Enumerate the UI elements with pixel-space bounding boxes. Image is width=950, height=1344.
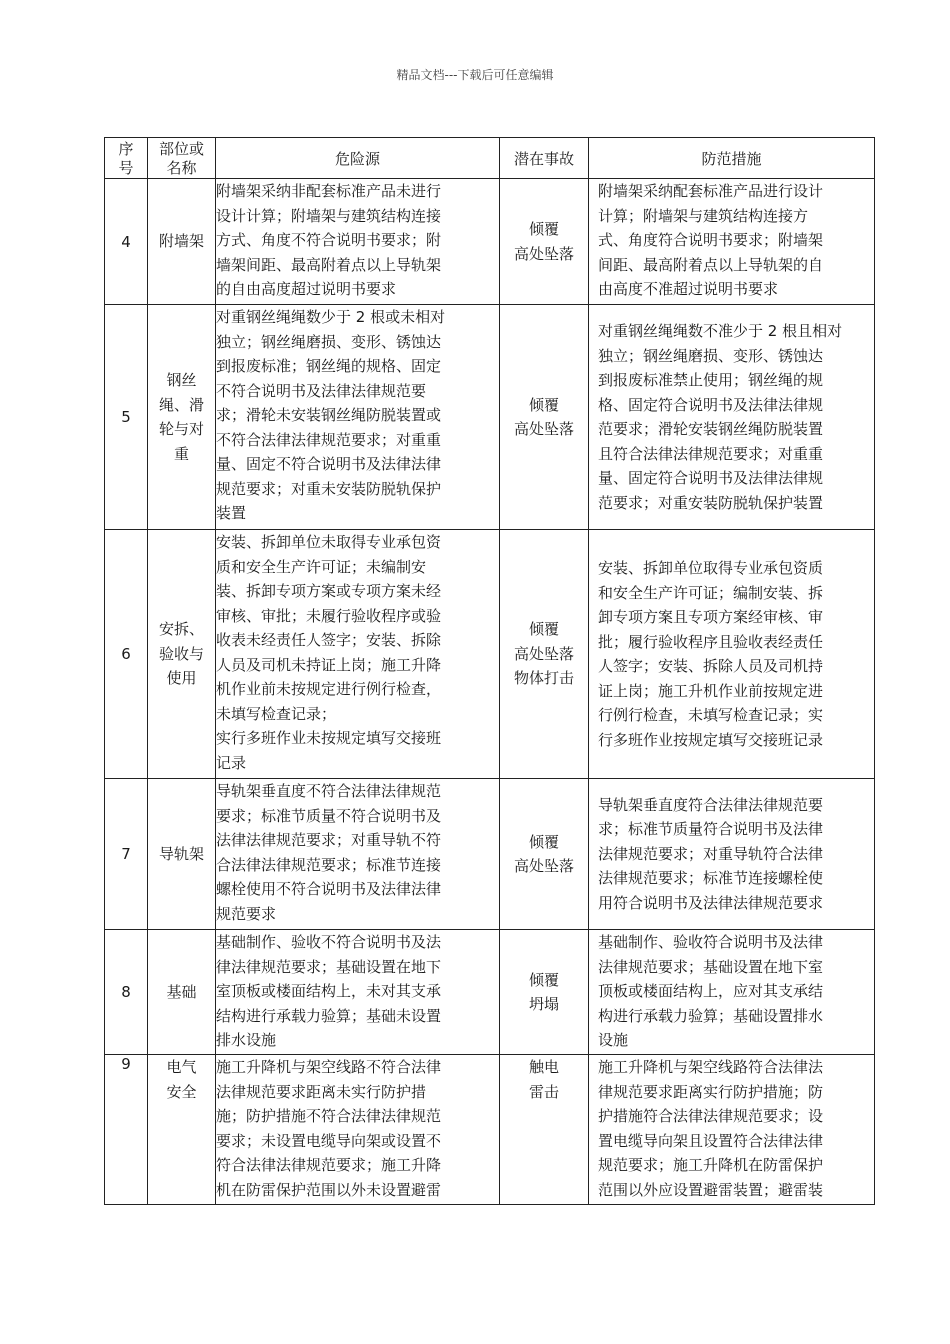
measures-text-line: 置电缆导向架且设置符合法律法律 xyxy=(598,1131,824,1150)
header-no: 序号 xyxy=(105,138,148,179)
hazard-text-line: 装置 xyxy=(216,504,247,522)
table-row xyxy=(105,779,875,930)
accident-type-line: 倾覆 xyxy=(528,395,559,414)
measures-text-line: 行多班作业按规定填写交接班记录 xyxy=(598,730,824,749)
hazard-text-line: 施工升降机与架空线路不符合法律 xyxy=(216,1058,442,1076)
hazard-text-line: 不符合法律法律规范要求；对重重 xyxy=(216,430,442,449)
measures-text-line: 顶板或楼面结构上，应对其支承结 xyxy=(598,982,824,1000)
hazard-text-line: 独立；钢丝绳磨损、变形、锈蚀达 xyxy=(216,332,442,351)
measures-text-line: 构进行承载力验算；基础设置排水 xyxy=(598,1006,824,1025)
hazard-text-line: 符合法律法律规范要求；施工升降 xyxy=(216,1156,442,1174)
measures-text-line: 用符合说明书及法律法律规范要求 xyxy=(598,893,824,912)
hazard-text xyxy=(216,930,500,1055)
part-name xyxy=(148,179,216,305)
header-measures: 防范措施 xyxy=(589,138,875,179)
part-name-line: 轮与对 xyxy=(158,420,204,438)
hazard-text-line: 求；滑轮未安装钢丝绳防脱装置或 xyxy=(216,406,442,424)
accident-type xyxy=(500,179,589,305)
hazard-text-line: 对重钢丝绳绳数少于 2 根或未相对 xyxy=(216,308,446,326)
measures-text-line: 由高度不准超过说明书要求 xyxy=(598,280,779,298)
hazard-text xyxy=(216,179,500,305)
hazard-text-line: 质和安全生产许可证；未编制安 xyxy=(216,557,427,576)
part-name xyxy=(148,779,216,930)
measures-text-line: 行例行检查，未填写检查记录；实 xyxy=(598,706,824,724)
hazard-text xyxy=(216,779,500,930)
header-hazard: 危险源 xyxy=(216,138,500,179)
hazard-text-line: 机作业前未按规定进行例行检查， xyxy=(216,680,442,698)
hazard-text-line: 要求；未设置电缆导向架或设置不 xyxy=(216,1131,442,1150)
measures-text-line: 卸专项方案且专项方案经审核、审 xyxy=(598,608,824,626)
measures-text-line: 独立；钢丝绳磨损、变形、锈蚀达 xyxy=(598,346,824,365)
part-name-line: 安全 xyxy=(166,1082,197,1101)
header-accident: 潜在事故 xyxy=(500,138,589,179)
measures-text xyxy=(589,1055,875,1205)
measures-text-line: 规范要求；施工升降机在防雷保护 xyxy=(598,1156,824,1174)
hazard-text-line: 的自由高度超过说明书要求 xyxy=(216,280,397,298)
table-row xyxy=(105,530,875,779)
measures-text-line: 人签字；安装、拆除人员及司机持 xyxy=(598,657,824,675)
measures-text-line: 和安全生产许可证；编制安装、拆 xyxy=(598,583,824,602)
measures-text-line: 且符合法律法律规范要求；对重重 xyxy=(598,444,824,463)
accident-type xyxy=(500,779,589,930)
header-part: 部位或名称 xyxy=(148,138,216,179)
measures-text-line: 设施 xyxy=(598,1031,629,1049)
accident-type-line: 高处坠落 xyxy=(513,644,574,663)
part-name-line: 电气 xyxy=(166,1058,197,1076)
hazard-text-line: 记录 xyxy=(216,753,247,772)
accident-type xyxy=(500,305,589,530)
row-number: 9 xyxy=(105,1055,148,1205)
hazard-text-line: 律法律规范要求；基础设置在地下 xyxy=(216,957,442,976)
hazard-text-line: 人员及司机未持证上岗；施工升降 xyxy=(216,655,442,674)
hazard-text-line: 规范要求；对重未安装防脱轨保护 xyxy=(216,479,442,498)
part-name-line: 导轨架 xyxy=(158,844,204,863)
table-row xyxy=(105,1055,875,1205)
measures-text-line: 法律规范要求；对重导轨符合法律 xyxy=(598,844,824,863)
measures-text-line: 计算；附墙架与建筑结构连接方 xyxy=(598,206,809,225)
hazard-text-line: 实行多班作业未按规定填写交接班 xyxy=(216,729,442,747)
accident-type-line: 高处坠落 xyxy=(513,857,574,875)
row-number: 5 xyxy=(105,305,148,530)
measures-text-line: 范要求；对重安装防脱轨保护装置 xyxy=(598,493,824,512)
measures-text xyxy=(589,179,875,305)
row-number: 4 xyxy=(105,179,148,305)
hazard-text-line: 量、固定不符合说明书及法律法律 xyxy=(216,455,442,473)
hazard-text-line: 到报废标准；钢丝绳的规格、固定 xyxy=(216,357,442,375)
part-name xyxy=(148,305,216,530)
accident-type xyxy=(500,1055,589,1205)
measures-text-line: 到报废标准禁止使用；钢丝绳的规 xyxy=(598,371,824,389)
part-name xyxy=(148,530,216,779)
accident-type-line: 倾覆 xyxy=(528,620,559,639)
hazard-text-line: 未填写检查记录； xyxy=(216,704,337,723)
measures-text-line: 范要求；滑轮安装钢丝绳防脱装置 xyxy=(598,420,824,438)
measures-text-line: 格、固定符合说明书及法律法律规 xyxy=(598,395,824,414)
hazard-text-line: 排水设施 xyxy=(216,1031,277,1049)
hazard-text-line: 规范要求 xyxy=(216,904,277,923)
row-number: 8 xyxy=(105,930,148,1055)
accident-type xyxy=(500,530,589,779)
part-name-line: 钢丝 xyxy=(166,371,197,389)
row-number: 6 xyxy=(105,530,148,779)
table-row xyxy=(105,305,875,530)
part-name xyxy=(148,1055,216,1205)
hazard-text-line: 螺栓使用不符合说明书及法律法律 xyxy=(216,880,442,898)
measures-text-line: 基础制作、验收符合说明书及法律 xyxy=(598,933,824,951)
hazard-text-line: 收表未经责任人签字；安装、拆除 xyxy=(216,631,442,649)
hazard-table xyxy=(104,137,875,1205)
hazard-text xyxy=(216,1055,500,1205)
table-row xyxy=(105,179,875,305)
table-row xyxy=(105,930,875,1055)
accident-type-line: 倾覆 xyxy=(528,970,559,989)
part-name xyxy=(148,930,216,1055)
accident-type-line: 雷击 xyxy=(528,1082,559,1101)
hazard-text-line: 法律法律规范要求；对重导轨不符 xyxy=(216,831,442,849)
hazard-text-line: 设计计算；附墙架与建筑结构连接 xyxy=(216,206,442,225)
hazard-text xyxy=(216,305,500,530)
hazard-text-line: 合法律法律规范要求；标准节连接 xyxy=(216,855,442,874)
measures-text-line: 律规范要求距离实行防护措施；防 xyxy=(598,1082,824,1101)
hazard-text-line: 导轨架垂直度不符合法律法律规范 xyxy=(216,782,442,800)
measures-text-line: 式、角度符合说明书要求；附墙架 xyxy=(598,231,824,249)
accident-type-line: 触电 xyxy=(528,1058,559,1076)
part-name-line: 使用 xyxy=(166,669,197,688)
part-name-line: 安拆、 xyxy=(158,620,204,639)
hazard-text-line: 墙架间距、最高附着点以上导轨架 xyxy=(216,255,442,274)
measures-text-line: 安装、拆卸单位取得专业承包资质 xyxy=(598,559,824,577)
hazard-text-line: 要求；标准节质量不符合说明书及 xyxy=(216,806,442,825)
hazard-text-line: 机在防雷保护范围以外未设置避雷 xyxy=(216,1180,442,1199)
hazard-text-line: 基础制作、验收不符合说明书及法 xyxy=(216,933,442,951)
accident-type xyxy=(500,930,589,1055)
hazard-text-line: 施；防护措施不符合法律法律规范 xyxy=(216,1107,442,1125)
hazard-text xyxy=(216,530,500,779)
part-name-line: 重 xyxy=(173,444,189,463)
hazard-text-line: 方式、角度不符合说明书要求；附 xyxy=(216,231,442,249)
measures-text-line: 附墙架采纳配套标准产品进行设计 xyxy=(598,182,824,200)
measures-text-line: 间距、最高附着点以上导轨架的自 xyxy=(598,255,824,274)
measures-text-line: 求；标准节质量符合说明书及法律 xyxy=(598,820,824,839)
measures-text-line: 法律规范要求；标准节连接螺栓使 xyxy=(598,869,824,888)
accident-type-line: 高处坠落 xyxy=(513,420,574,438)
measures-text-line: 法律规范要求；基础设置在地下室 xyxy=(598,957,824,976)
measures-text-line: 批；履行验收程序且验收表经责任 xyxy=(598,632,824,651)
measures-text-line: 护措施符合法律法律规范要求；设 xyxy=(598,1107,824,1125)
hazard-text-line: 不符合说明书及法律法律规范要 xyxy=(216,381,427,400)
table-header-row xyxy=(105,138,875,179)
hazard-text-line: 结构进行承载力验算；基础未设置 xyxy=(216,1006,442,1025)
accident-type-line: 高处坠落 xyxy=(513,244,574,263)
page-header: 精品文档---下载后可任意编辑 xyxy=(396,68,554,82)
hazard-text-line: 法律规范要求距离未实行防护措 xyxy=(216,1082,427,1101)
part-name-line: 验收与 xyxy=(158,644,204,663)
hazard-text-line: 装、拆卸专项方案或专项方案未经 xyxy=(216,582,442,600)
row-number: 7 xyxy=(105,779,148,930)
measures-text-line: 施工升降机与架空线路符合法律法 xyxy=(598,1058,824,1076)
measures-text-line: 导轨架垂直度符合法律法律规范要 xyxy=(598,795,824,814)
measures-text xyxy=(589,530,875,779)
accident-type-line: 倾覆 xyxy=(528,832,559,851)
measures-text xyxy=(589,779,875,930)
accident-type-line: 坍塌 xyxy=(528,995,559,1013)
hazard-text-line: 附墙架采纳非配套标准产品未进行 xyxy=(216,182,442,200)
measures-text-line: 对重钢丝绳绳数不准少于 2 根且相对 xyxy=(598,322,843,340)
hazard-text-line: 室顶板或楼面结构上，未对其支承 xyxy=(216,982,442,1000)
hazard-text-line: 安装、拆卸单位未取得专业承包资 xyxy=(216,533,442,551)
measures-text-line: 量、固定符合说明书及法律法律规 xyxy=(598,469,824,487)
part-name-line: 绳、滑 xyxy=(158,395,204,414)
measures-text xyxy=(589,930,875,1055)
measures-text-line: 证上岗；施工升机作业前按规定进 xyxy=(598,681,824,700)
measures-text xyxy=(589,305,875,530)
part-name-line: 附墙架 xyxy=(158,232,204,251)
hazard-text-line: 审核、审批；未履行验收程序或验 xyxy=(216,606,442,625)
accident-type-line: 倾覆 xyxy=(528,220,559,238)
part-name-line: 基础 xyxy=(166,982,197,1001)
measures-text-line: 范围以外应设置避雷装置；避雷装 xyxy=(598,1180,824,1199)
accident-type-line: 物体打击 xyxy=(513,669,574,688)
